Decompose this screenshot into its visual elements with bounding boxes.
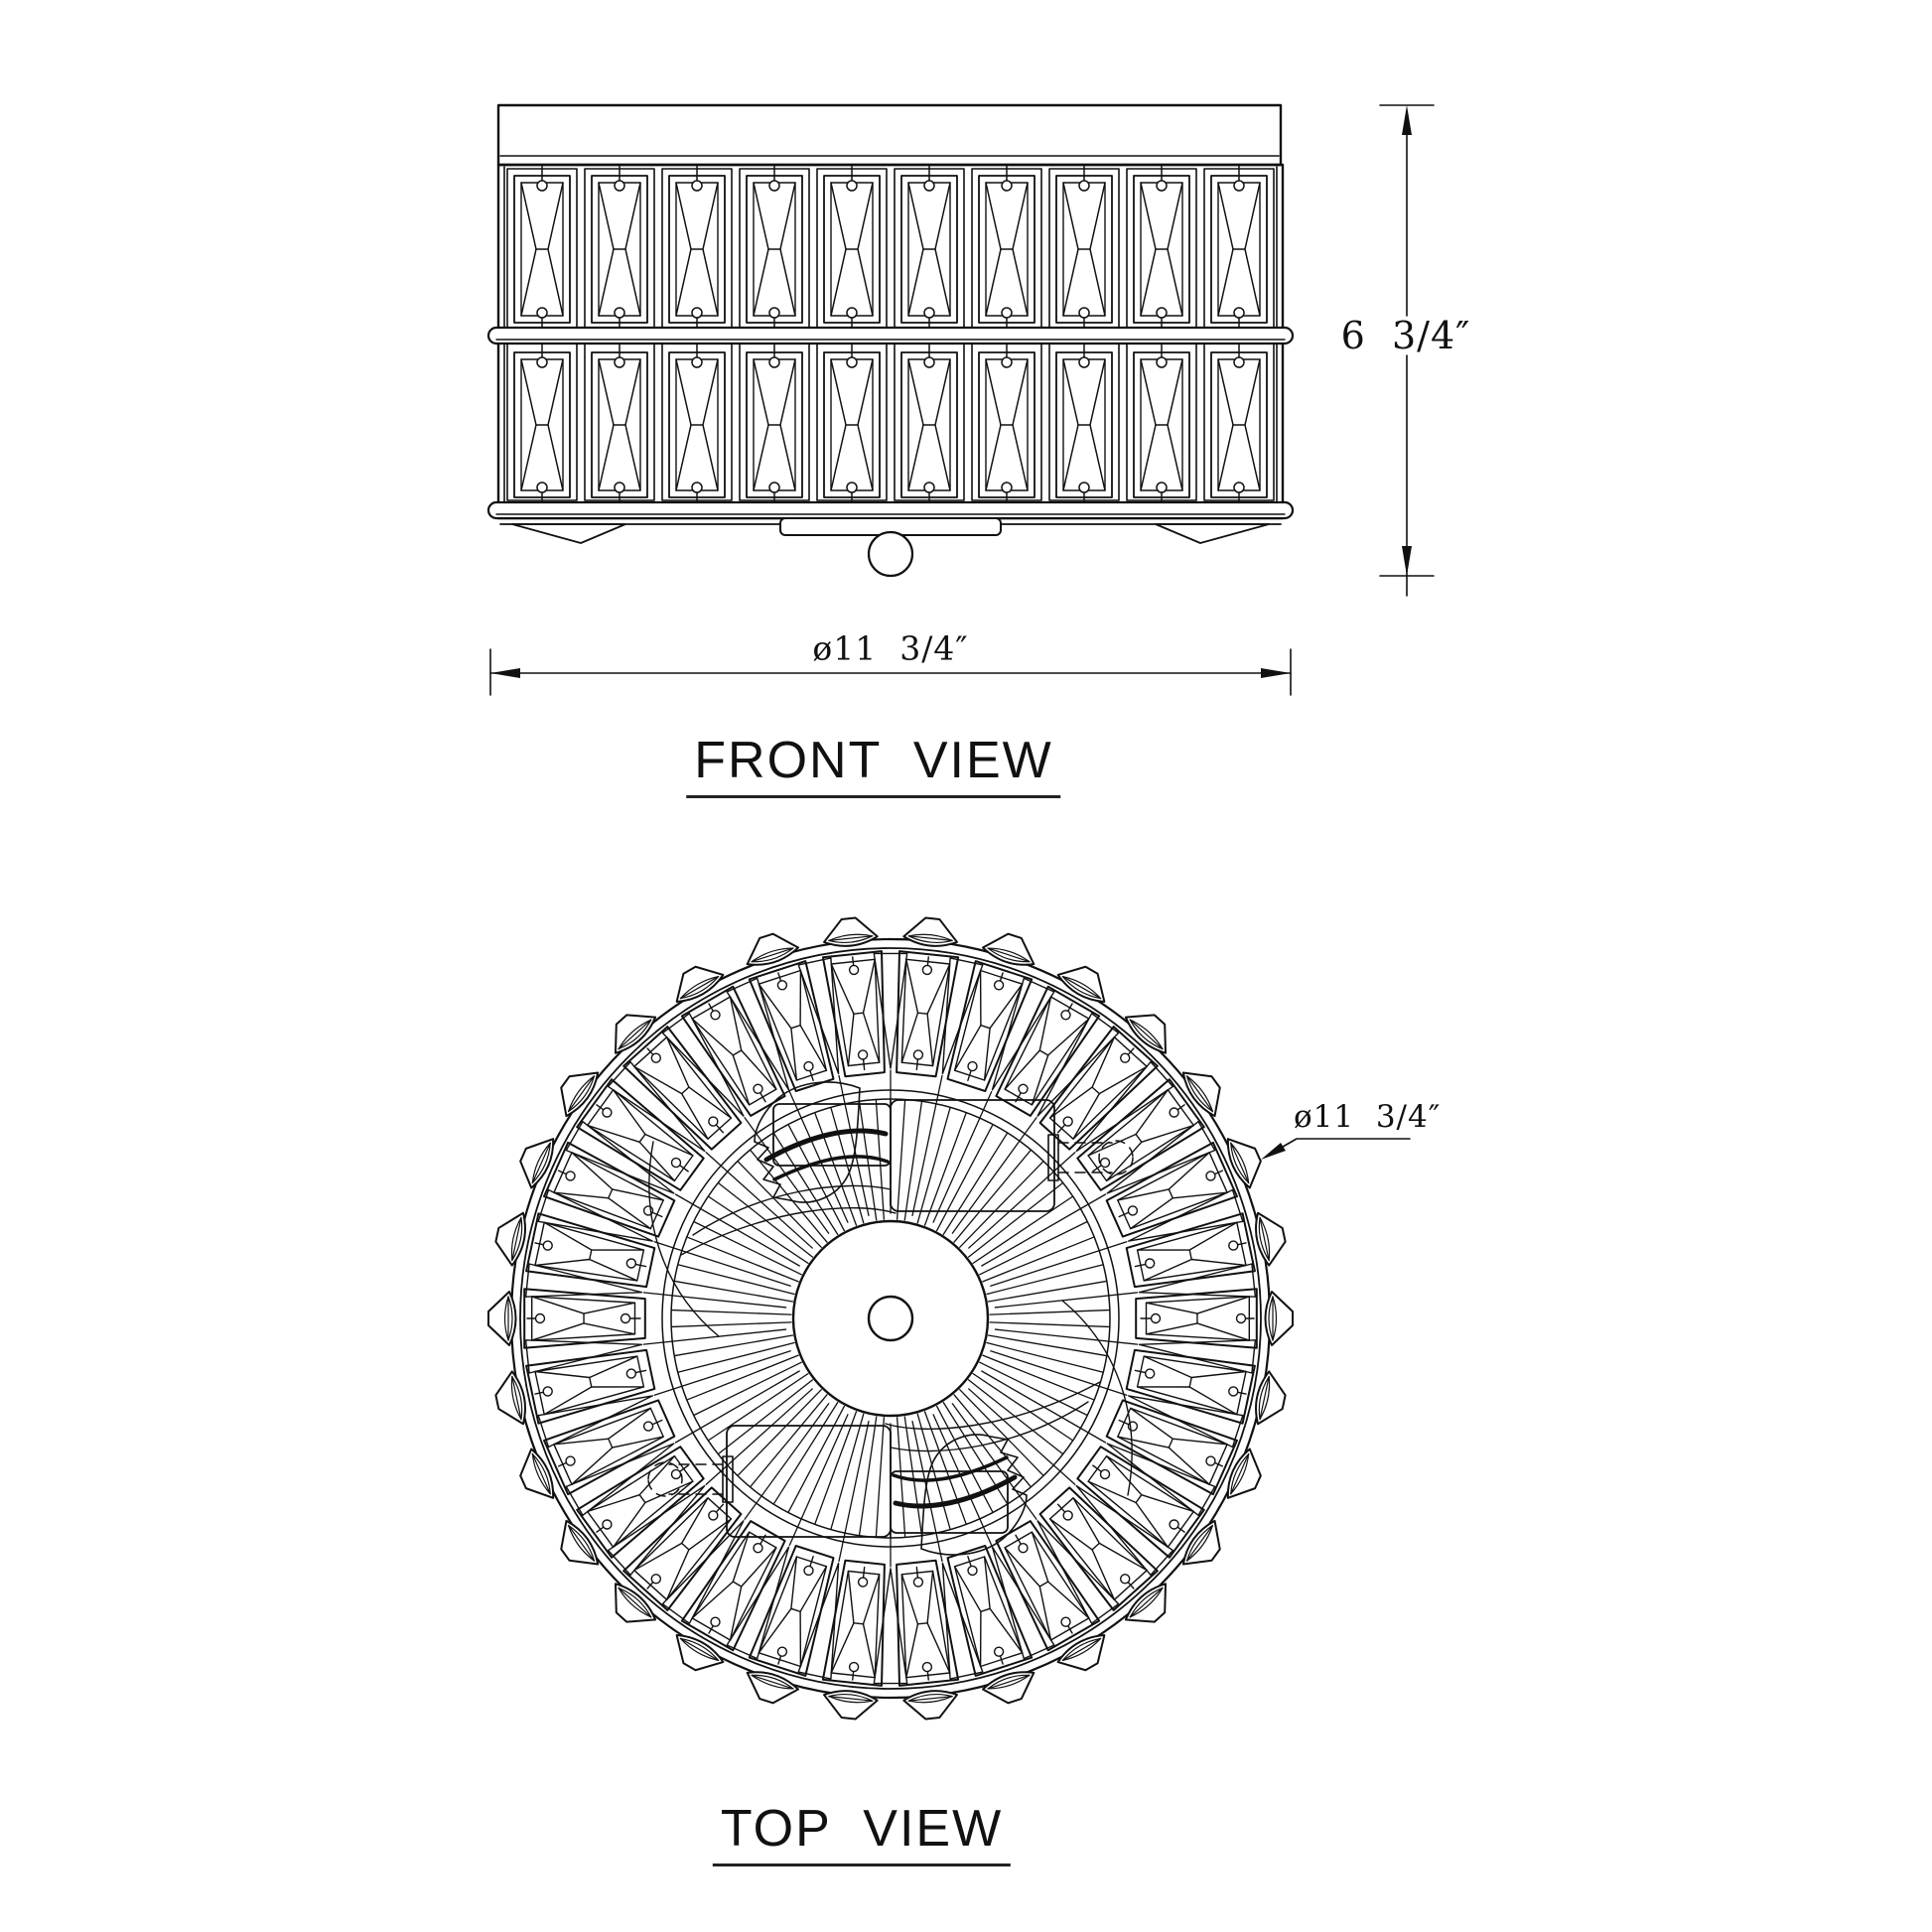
- top-view-drawing: [488, 917, 1293, 1719]
- front-view-label: FRONT VIEW: [686, 735, 1060, 798]
- top-view-label: TOP VIEW: [713, 1803, 1011, 1866]
- front-view-drawing: [488, 105, 1293, 576]
- front-diameter-dimension-text: ø11 3/4″: [812, 628, 969, 668]
- height-dimension-text: 6 3/4″: [1340, 314, 1471, 357]
- top-diameter-annotation-text: ø11 3/4″: [1294, 1099, 1442, 1135]
- diameter-annotation-leader: [1261, 1139, 1410, 1160]
